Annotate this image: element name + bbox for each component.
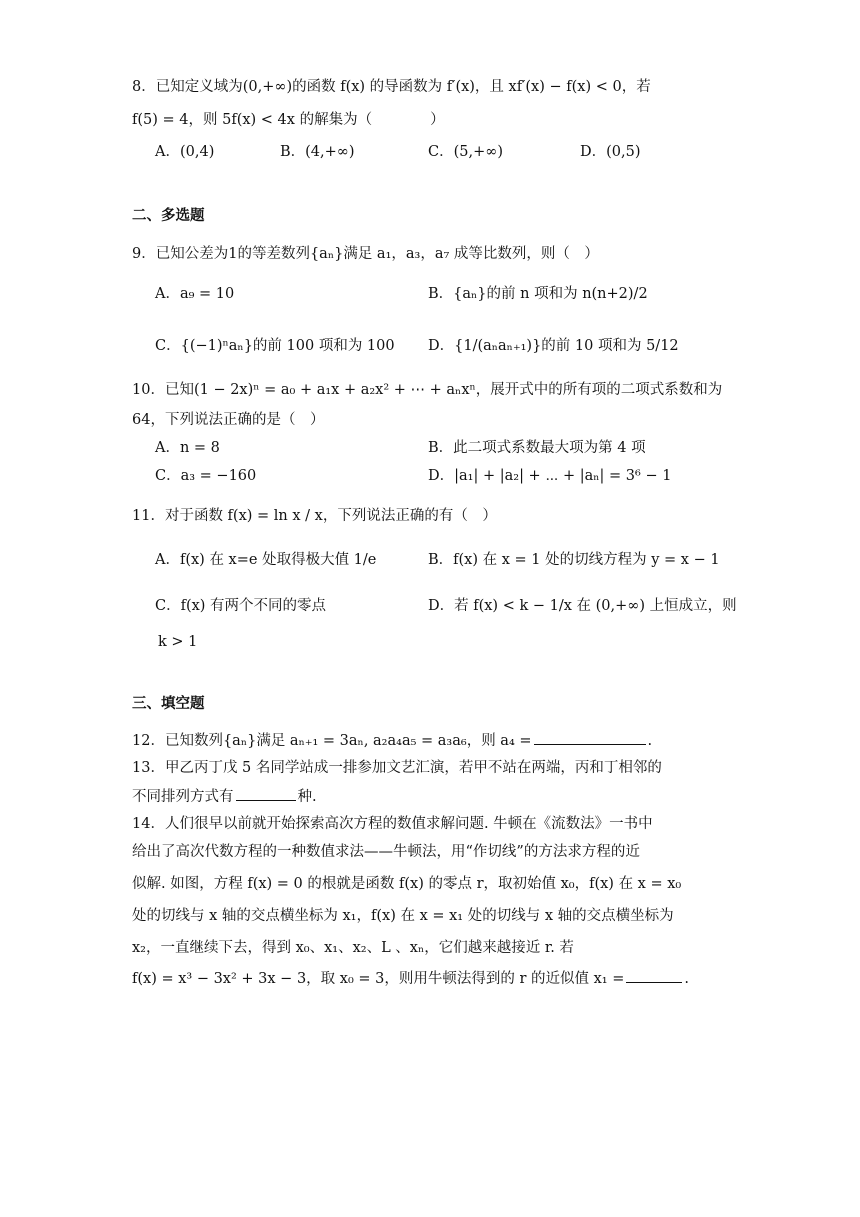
q14-answer-blank[interactable] [626, 968, 682, 983]
q11-option-d-continuation: k > 1 [158, 634, 198, 650]
q10-line2: 64，下列说法正确的是（ ） [132, 412, 325, 428]
q8-option-b: B．(4,+∞) [280, 144, 355, 160]
q8-line2: f(5) = 4，则 5f(x) < 4x 的解集为（ ） [132, 112, 445, 128]
q14-end: . [684, 971, 689, 987]
q9-option-d: D．{1/(aₙaₙ₊₁)}的前 10 项和为 5/12 [428, 338, 679, 354]
q10-option-a: A．n = 8 [155, 440, 220, 456]
q12-answer-blank[interactable] [534, 730, 646, 745]
q14-line1: 14．人们很早以前就开始探索高次方程的数值求解问题. 牛顿在《流数法》一书中 [132, 816, 653, 832]
q10-option-b: B．此二项式系数最大项为第 4 项 [428, 440, 646, 456]
q13-line1: 13．甲乙丙丁戊 5 名同学站成一排参加文艺汇演，若甲不站在两端，丙和丁相邻的 [132, 760, 662, 776]
q14-line6 [132, 968, 689, 989]
q13-answer-blank[interactable] [236, 786, 296, 801]
section-2-title: 二、多选题 [132, 208, 205, 224]
q9-option-a: A．a₉ = 10 [155, 286, 235, 302]
q8-option-d: D．(0,5) [580, 144, 641, 160]
q14-line2: 给出了高次代数方程的一种数值求法——牛顿法，用“作切线”的方法求方程的近 [132, 844, 640, 860]
q9-option-c: C．{(−1)ⁿaₙ}的前 100 项和为 100 [155, 338, 395, 354]
q8-option-c: C．(5,+∞) [428, 144, 503, 160]
q14-text: f(x) = x³ − 3x² + 3x − 3，取 x₀ = 3，则用牛顿法得到的 r 的近似值 x₁ = [132, 971, 625, 987]
section-3-title: 三、填空题 [132, 696, 205, 712]
q11-option-c: C．f(x) 有两个不同的零点 [155, 598, 327, 614]
q14-line5: x₂，一直继续下去，得到 x₀、x₁、x₂、L 、xₙ，它们越来越接近 r. 若 [132, 940, 574, 956]
q9-option-b: B．{aₙ}的前 n 项和为 n(n+2)/2 [428, 286, 648, 302]
q12-text: 12．已知数列{aₙ}满足 aₙ₊₁ = 3aₙ, a₂a₄a₅ = a₃a₆，则 a₄ = [132, 733, 532, 749]
q10-option-c: C．a₃ = −160 [155, 468, 257, 484]
q11-stem: 11．对于函数 f(x) = ln x / x，下列说法正确的有（ ） [132, 508, 497, 524]
q11-option-b: B．f(x) 在 x = 1 处的切线方程为 y = x − 1 [428, 552, 720, 568]
q14-line3: 似解. 如图，方程 f(x) = 0 的根就是函数 f(x) 的零点 r，取初始值 x₀，f(x) 在 x = x₀ [132, 876, 682, 892]
q12-line [132, 730, 652, 751]
q9-stem: 9．已知公差为1的等差数列{aₙ}满足 a₁，a₃，a₇ 成等比数列，则（ ） [132, 246, 599, 262]
q10-line1: 10．已知(1 − 2x)ⁿ = a₀ + a₁x + a₂x² + ⋯ + aₙxⁿ，展开式中的所有项的二项式系数和为 [132, 382, 723, 398]
q11-option-a: A．f(x) 在 x=e 处取得极大值 1/e [155, 552, 377, 568]
q13-end: 种. [297, 789, 317, 805]
q8-line1: 8．已知定义域为(0,+∞)的函数 f(x) 的导函数为 f′(x)，且 xf′(x) − f(x) < 0，若 [132, 79, 651, 95]
q13-line2 [132, 786, 317, 807]
q11-option-d: D．若 f(x) < k − 1/x 在 (0,+∞) 上恒成立，则 [428, 598, 737, 614]
q8-option-a: A．(0,4) [155, 144, 215, 160]
q14-line4: 处的切线与 x 轴的交点横坐标为 x₁，f(x) 在 x = x₁ 处的切线与 x 轴的交点横坐标为 [132, 908, 674, 924]
q10-option-d: D．|a₁| + |a₂| + ⋯ + |aₙ| = 3⁶ − 1 [428, 468, 672, 484]
q13-text: 不同排列方式有 [132, 789, 234, 805]
q12-end: . [647, 733, 653, 749]
